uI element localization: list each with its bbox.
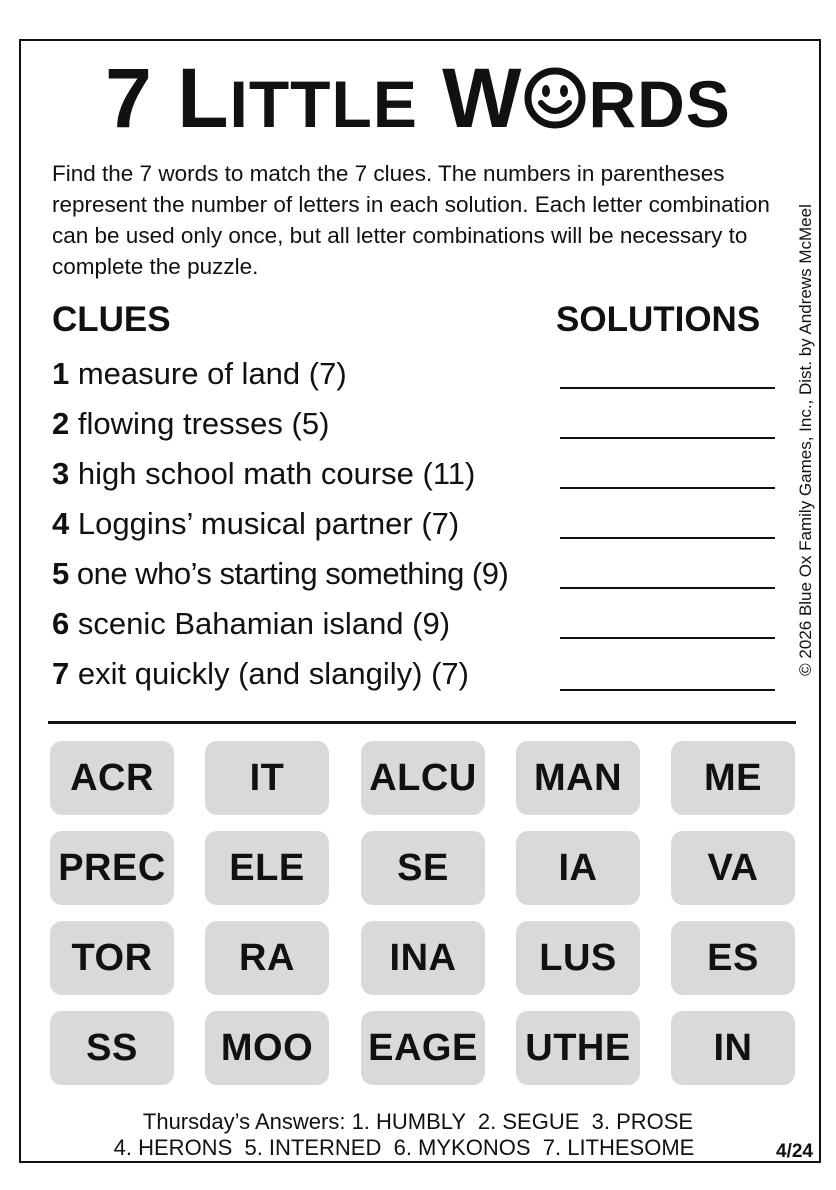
clue-1: [52, 358, 347, 389]
clue-2: [52, 408, 329, 439]
solution-blank-7[interactable]: [560, 689, 775, 691]
clue-text: measure of land (7): [69, 356, 347, 391]
clue-number: 1: [52, 356, 70, 391]
clue-text: Loggins’ musical partner (7): [69, 506, 460, 541]
clue-number: 7: [52, 656, 70, 691]
title-part-2: ITTLE: [229, 67, 418, 141]
clue-6: [52, 608, 450, 639]
letter-tile[interactable]: ELE: [205, 831, 329, 905]
solution-blank-4[interactable]: [560, 537, 775, 539]
answers-line-1: Thursday’s Answers: 1. HUMBLY 2. SEGUE 3. PROSE: [142, 1109, 694, 1134]
instructions: Find the 7 words to match the 7 clues. The numbers in parentheses represent the number of letters in each solution. Each letter combination can be used only once, but all letter combinations will be necessary to complete the puzzle.: [52, 161, 770, 279]
solution-blank-1[interactable]: [560, 387, 775, 389]
clue-text: one who’s starting something (9): [68, 556, 509, 591]
letter-tile[interactable]: MOO: [205, 1011, 329, 1085]
title-part-4: RDS: [588, 67, 731, 141]
previous-answers: [0, 1109, 836, 1161]
clue-4: [52, 508, 459, 539]
clue-text: exit quickly (and slangily) (7): [69, 656, 469, 691]
letter-tile[interactable]: TOR: [50, 921, 174, 995]
clue-text: flowing tresses (5): [69, 406, 330, 441]
answers-line-2: 4. HERONS 5. INTERNED 6. MYKONOS 7. LITHESOME: [113, 1135, 695, 1160]
letter-tile[interactable]: PREC: [50, 831, 174, 905]
clue-7: [52, 658, 469, 689]
solution-blank-3[interactable]: [560, 487, 775, 489]
clues-heading: CLUES: [52, 300, 171, 339]
section-divider: [48, 721, 796, 724]
solution-blank-2[interactable]: [560, 437, 775, 439]
letter-tile[interactable]: LUS: [516, 921, 640, 995]
title-part-1: 7 L: [105, 51, 230, 145]
letter-tile[interactable]: RA: [205, 921, 329, 995]
clue-number: 6: [52, 606, 70, 641]
letter-tile[interactable]: SS: [50, 1011, 174, 1085]
letter-tile[interactable]: ALCU: [361, 741, 485, 815]
clue-number: 2: [52, 406, 70, 441]
letter-tile[interactable]: IA: [516, 831, 640, 905]
letter-tile[interactable]: IN: [671, 1011, 795, 1085]
clue-text: scenic Bahamian island (9): [69, 606, 451, 641]
copyright-credit: © 2026 Blue Ox Family Games, Inc., Dist. by Andrews McMeel: [796, 204, 815, 676]
clue-number: 4: [52, 506, 70, 541]
puzzle-title: [0, 51, 836, 145]
solutions-heading: SOLUTIONS: [556, 300, 761, 339]
solution-blank-5[interactable]: [560, 587, 775, 589]
letter-tile[interactable]: ACR: [50, 741, 174, 815]
smiley-face-icon: [524, 67, 586, 129]
clue-5: [52, 558, 508, 589]
letter-tile[interactable]: VA: [671, 831, 795, 905]
letter-tile[interactable]: ME: [671, 741, 795, 815]
clue-text: high school math course (11): [69, 456, 476, 491]
letter-tile[interactable]: ES: [671, 921, 795, 995]
letter-tile[interactable]: UTHE: [516, 1011, 640, 1085]
title-part-3: W: [417, 51, 523, 145]
letter-tile[interactable]: SE: [361, 831, 485, 905]
clue-number: 5: [52, 556, 69, 591]
puzzle-date: 4/24: [776, 1141, 813, 1162]
clue-number: 3: [52, 456, 70, 491]
letter-tile[interactable]: IT: [205, 741, 329, 815]
letter-tile[interactable]: EAGE: [361, 1011, 485, 1085]
solution-blank-6[interactable]: [560, 637, 775, 639]
letter-tile[interactable]: MAN: [516, 741, 640, 815]
letter-tile[interactable]: INA: [361, 921, 485, 995]
clue-3: [52, 458, 475, 489]
